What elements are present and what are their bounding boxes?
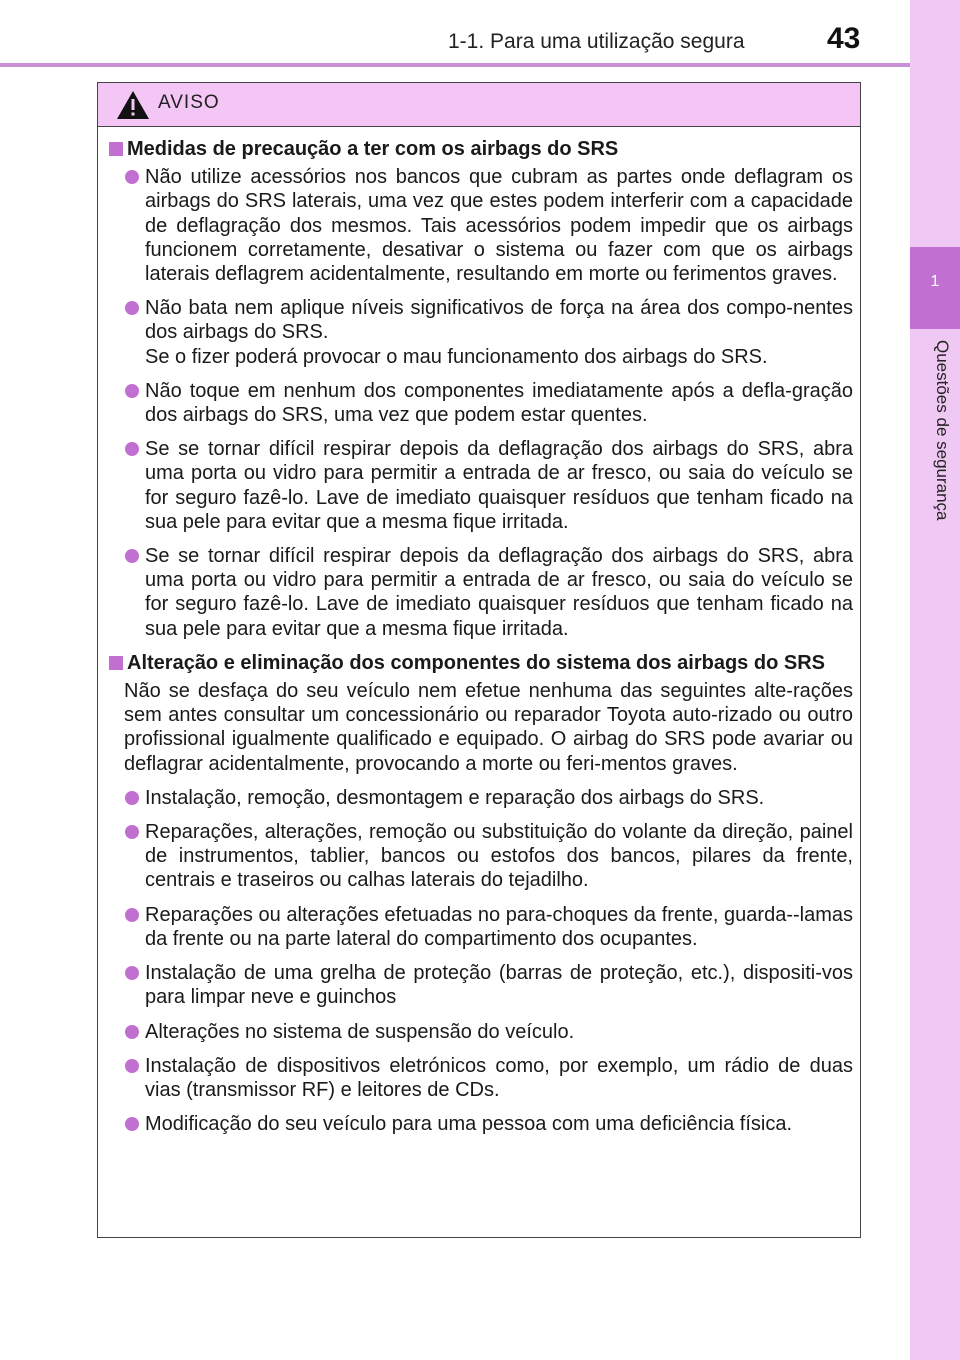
- list-item: [107, 379, 853, 427]
- circle-bullet-icon: [125, 301, 139, 315]
- section-heading-text: Medidas de precaução a ter com os airbags do SRS: [127, 138, 619, 160]
- list-item: [107, 437, 853, 534]
- side-tab-chapter-number: 1: [910, 247, 960, 329]
- warning-title: AVISO: [158, 92, 220, 113]
- circle-bullet-icon: [125, 1059, 139, 1073]
- list-item-text: Não utilize acessórios nos bancos que cubram as partes onde deflagram os airbags do SRS laterais, uma vez que estes podem interferir com a capacidade de deflagração dos mesmos. Tais acessórios podem impedir que os airbags funcionem corretamente, desativar o sistema ou fazer com que os airbags laterais deflagrem acidentalmente, resultando em morte ou ferimentos graves.: [145, 166, 853, 286]
- list-item-text: Não bata nem aplique níveis significativos de força na área dos compo-nentes dos airbags do SRS.: [145, 297, 853, 344]
- list-item: [107, 1112, 853, 1136]
- list-item: [107, 1054, 853, 1102]
- circle-bullet-icon: [125, 170, 139, 184]
- list-item-text: Não toque em nenhum dos componentes imediatamente após a defla-gração dos airbags do SRS, uma vez que podem estar quentes.: [145, 379, 853, 427]
- list-item-text: Instalação, remoção, desmontagem e reparação dos airbags do SRS.: [145, 786, 765, 809]
- warning-header: [98, 83, 860, 127]
- circle-bullet-icon: [125, 791, 139, 805]
- list-item-text: Se se tornar difícil respirar depois da deflagração dos airbags do SRS, abra uma porta ou vidro para permitir a entrada de ar fresco, ou saia do veículo se for seguro fazê-lo. Lave de imediato quaisquer resíduos que tenham ficado na sua pele para evitar que a mesma fique irritada.: [145, 545, 853, 640]
- side-tab-top: [910, 0, 960, 247]
- circle-bullet-icon: [125, 825, 139, 839]
- list-item: [107, 961, 853, 1009]
- side-tab-chapter-label: Questões de segurança: [933, 340, 952, 521]
- list-item: [107, 544, 853, 641]
- list-item: [107, 903, 853, 951]
- section-heading: [107, 651, 853, 675]
- circle-bullet-icon: [125, 908, 139, 922]
- list-item-text: Reparações ou alterações efetuadas no para-choques da frente, guarda--lamas da frente ou na parte lateral do compartimento dos ocupantes.: [145, 903, 853, 950]
- circle-bullet-icon: [125, 1117, 139, 1131]
- list-item-text: Instalação de dispositivos eletrónicos como, por exemplo, um rádio de duas vias (transmissor RF) e leitores de CDs.: [145, 1054, 853, 1101]
- list-item: [107, 165, 853, 286]
- list-item: [107, 820, 853, 893]
- list-item-text: Instalação de uma grelha de proteção (barras de proteção, etc.), dispositi-vos para limpar neve e guinchos: [145, 962, 853, 1009]
- warning-box: [97, 82, 861, 1238]
- list-item: [107, 1020, 853, 1044]
- list-item-text: Reparações, alterações, remoção ou substituição do volante da direção, painel de instrumentos, tablier, bancos ou estofos dos bancos, pilares da frente, centrais e traseiros ou calhas laterais do tejadilho.: [145, 821, 853, 892]
- header-divider: [0, 63, 910, 67]
- page-number: 43: [827, 22, 861, 55]
- list-item: [107, 786, 853, 810]
- section-heading-text: Alteração e eliminação dos componentes do sistema dos airbags do SRS: [127, 651, 825, 674]
- list-item: [107, 296, 853, 369]
- list-item-text: Modificação do seu veículo para uma pessoa com uma deficiência física.: [145, 1113, 793, 1136]
- circle-bullet-icon: [125, 384, 139, 398]
- list-item-text-extra: Se o fizer poderá provocar o mau funcionamento dos airbags do SRS.: [145, 345, 768, 368]
- warning-content: [98, 137, 862, 1146]
- square-bullet-icon: [109, 656, 123, 670]
- circle-bullet-icon: [125, 966, 139, 980]
- list-item-text: Se se tornar difícil respirar depois da deflagração dos airbags do SRS, abra uma porta ou vidro para permitir a entrada de ar fresco, ou saia do veículo se for seguro fazê-lo. Lave de imediato quaisquer resíduos que tenham ficado na sua pele para evitar que a mesma fique irritada.: [145, 438, 853, 533]
- circle-bullet-icon: [125, 549, 139, 563]
- list-item-text: Alterações no sistema de suspensão do veículo.: [145, 1020, 575, 1043]
- header-title: 1-1. Para uma utilização segura: [448, 30, 745, 53]
- section-intro: Não se desfaça do seu veículo nem efetue nenhuma das seguintes alte-rações sem antes consultar um concessionário ou reparador Toyota auto-rizado ou outro profissional igualmente qualificado e equipado. O airbag do SRS pode avariar ou deflagrar acidentalmente, provocando a morte ou feri-mentos graves.: [124, 680, 853, 775]
- warning-triangle-icon: [116, 90, 150, 120]
- circle-bullet-icon: [125, 442, 139, 456]
- square-bullet-icon: [109, 142, 123, 156]
- section-heading: [107, 137, 853, 161]
- circle-bullet-icon: [125, 1025, 139, 1039]
